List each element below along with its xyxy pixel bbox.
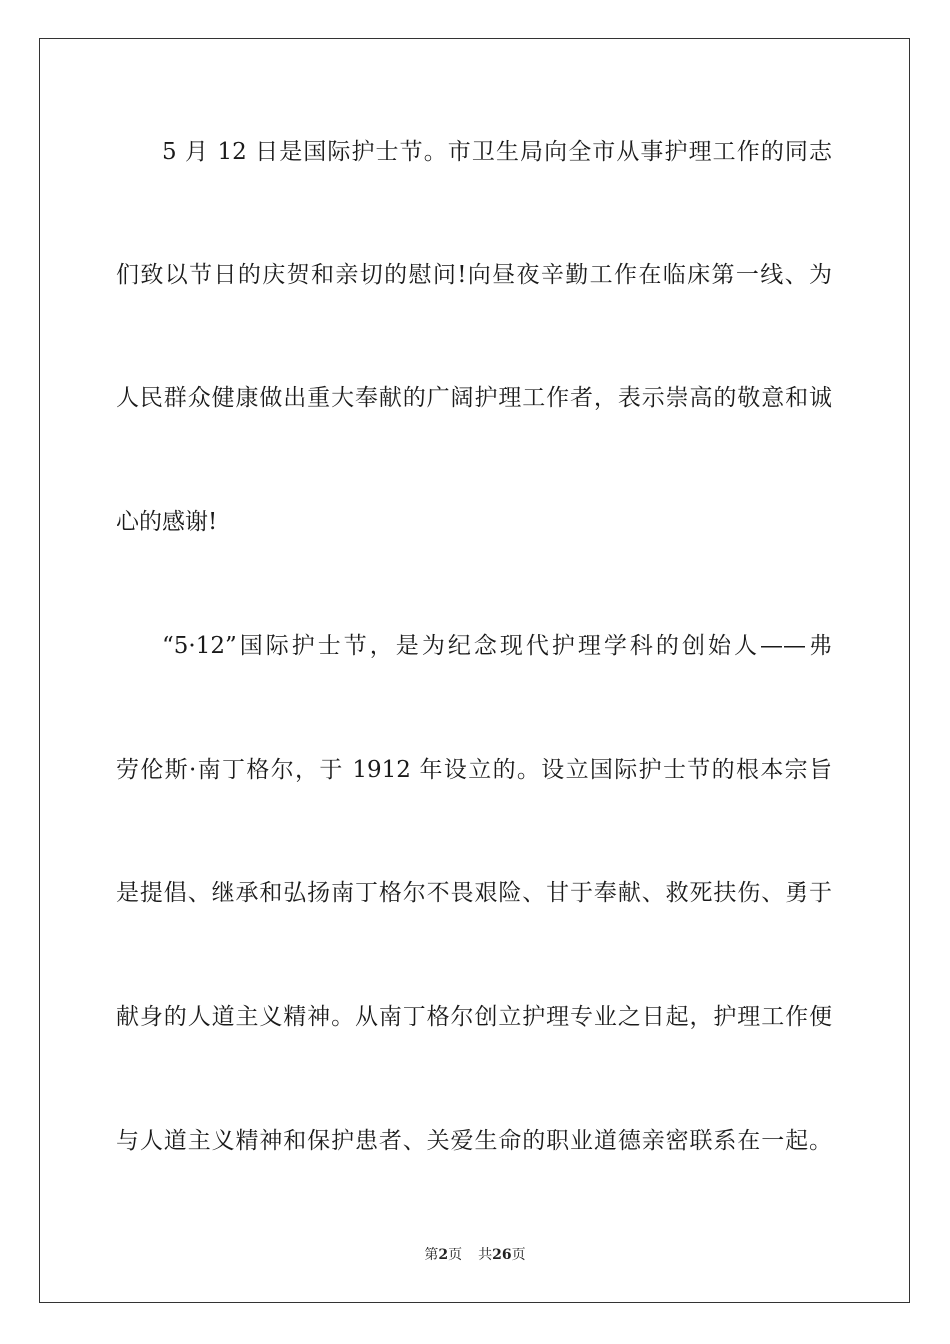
text-line: 心的感谢! (116, 509, 218, 535)
page-suffix: 页 (448, 1247, 463, 1263)
page-indicator (424, 1247, 462, 1263)
text-line: 是提倡、继承和弘扬南丁格尔不畏艰险、甘于奉献、救死扶伤、勇于 (116, 880, 832, 906)
text-line: 人民群众健康做出重大奉献的广阔护理工作者，表示崇高的敬意和诚 (116, 385, 832, 411)
text-line: 们致以节日的庆贺和亲切的慰问!向昼夜辛勤工作在临床第一线、为 (116, 262, 832, 288)
text-line: “5·12”国际护士节，是为纪念现代护理学科的创始人——弗 (162, 633, 832, 659)
text-line: 献身的人道主义精神。从南丁格尔创立护理专业之日起，护理工作便 (116, 1004, 832, 1030)
text-line: 劳伦斯·南丁格尔，于 1912 年设立的。设立国际护士节的根本宗旨 (116, 757, 832, 783)
total-pages: 26 (492, 1247, 512, 1263)
page-prefix: 第 (424, 1247, 439, 1263)
page-number: 2 (438, 1247, 449, 1263)
total-suffix: 页 (511, 1247, 526, 1263)
total-pages-indicator (478, 1247, 525, 1263)
total-prefix: 共 (478, 1247, 493, 1263)
page-footer (0, 1245, 950, 1265)
text-line: 与人道主义精神和保护患者、关爱生命的职业道德亲密联系在一起。 (116, 1128, 832, 1154)
page-border (39, 38, 910, 1303)
text-line: 5 月 12 日是国际护士节。市卫生局向全市从事护理工作的同志 (162, 139, 832, 165)
